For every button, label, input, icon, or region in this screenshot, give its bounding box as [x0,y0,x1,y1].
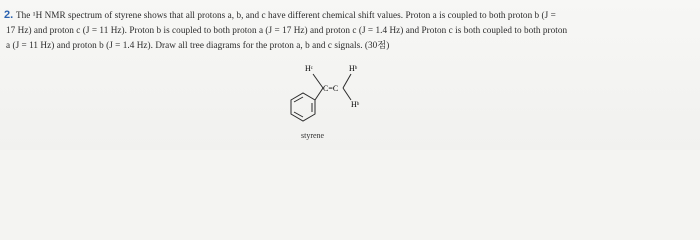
styrene-structure [275,54,395,134]
hb-top-label: Hᵇ [349,64,358,73]
styrene-structure-drawing [275,54,395,134]
double-bond-label: C=C [323,84,339,93]
question-text-line-3: a (J = 11 Hz) and proton b (J = 1.4 Hz). Draw all tree diagrams for the proton a, b and c signals. (30점) [6,40,390,50]
question-number: 2. [4,9,14,21]
hc-label: Hᶜ [305,64,313,73]
hb-label: Hᵇ [351,100,360,109]
structure-caption: styrene [301,131,325,140]
question-text-line-2: 17 Hz) and proton c (J = 11 Hz). Proton b is coupled to both proton a (J = 17 Hz) and proton c (J = 1.4 Hz) and Proton c is both coupled to both proton [6,25,568,35]
question-text-line-1: The ¹H NMR spectrum of styrene shows that all protons a, b, and c have different chemical shift values. Proton a is coupled to both proton b (J = [16,10,556,20]
